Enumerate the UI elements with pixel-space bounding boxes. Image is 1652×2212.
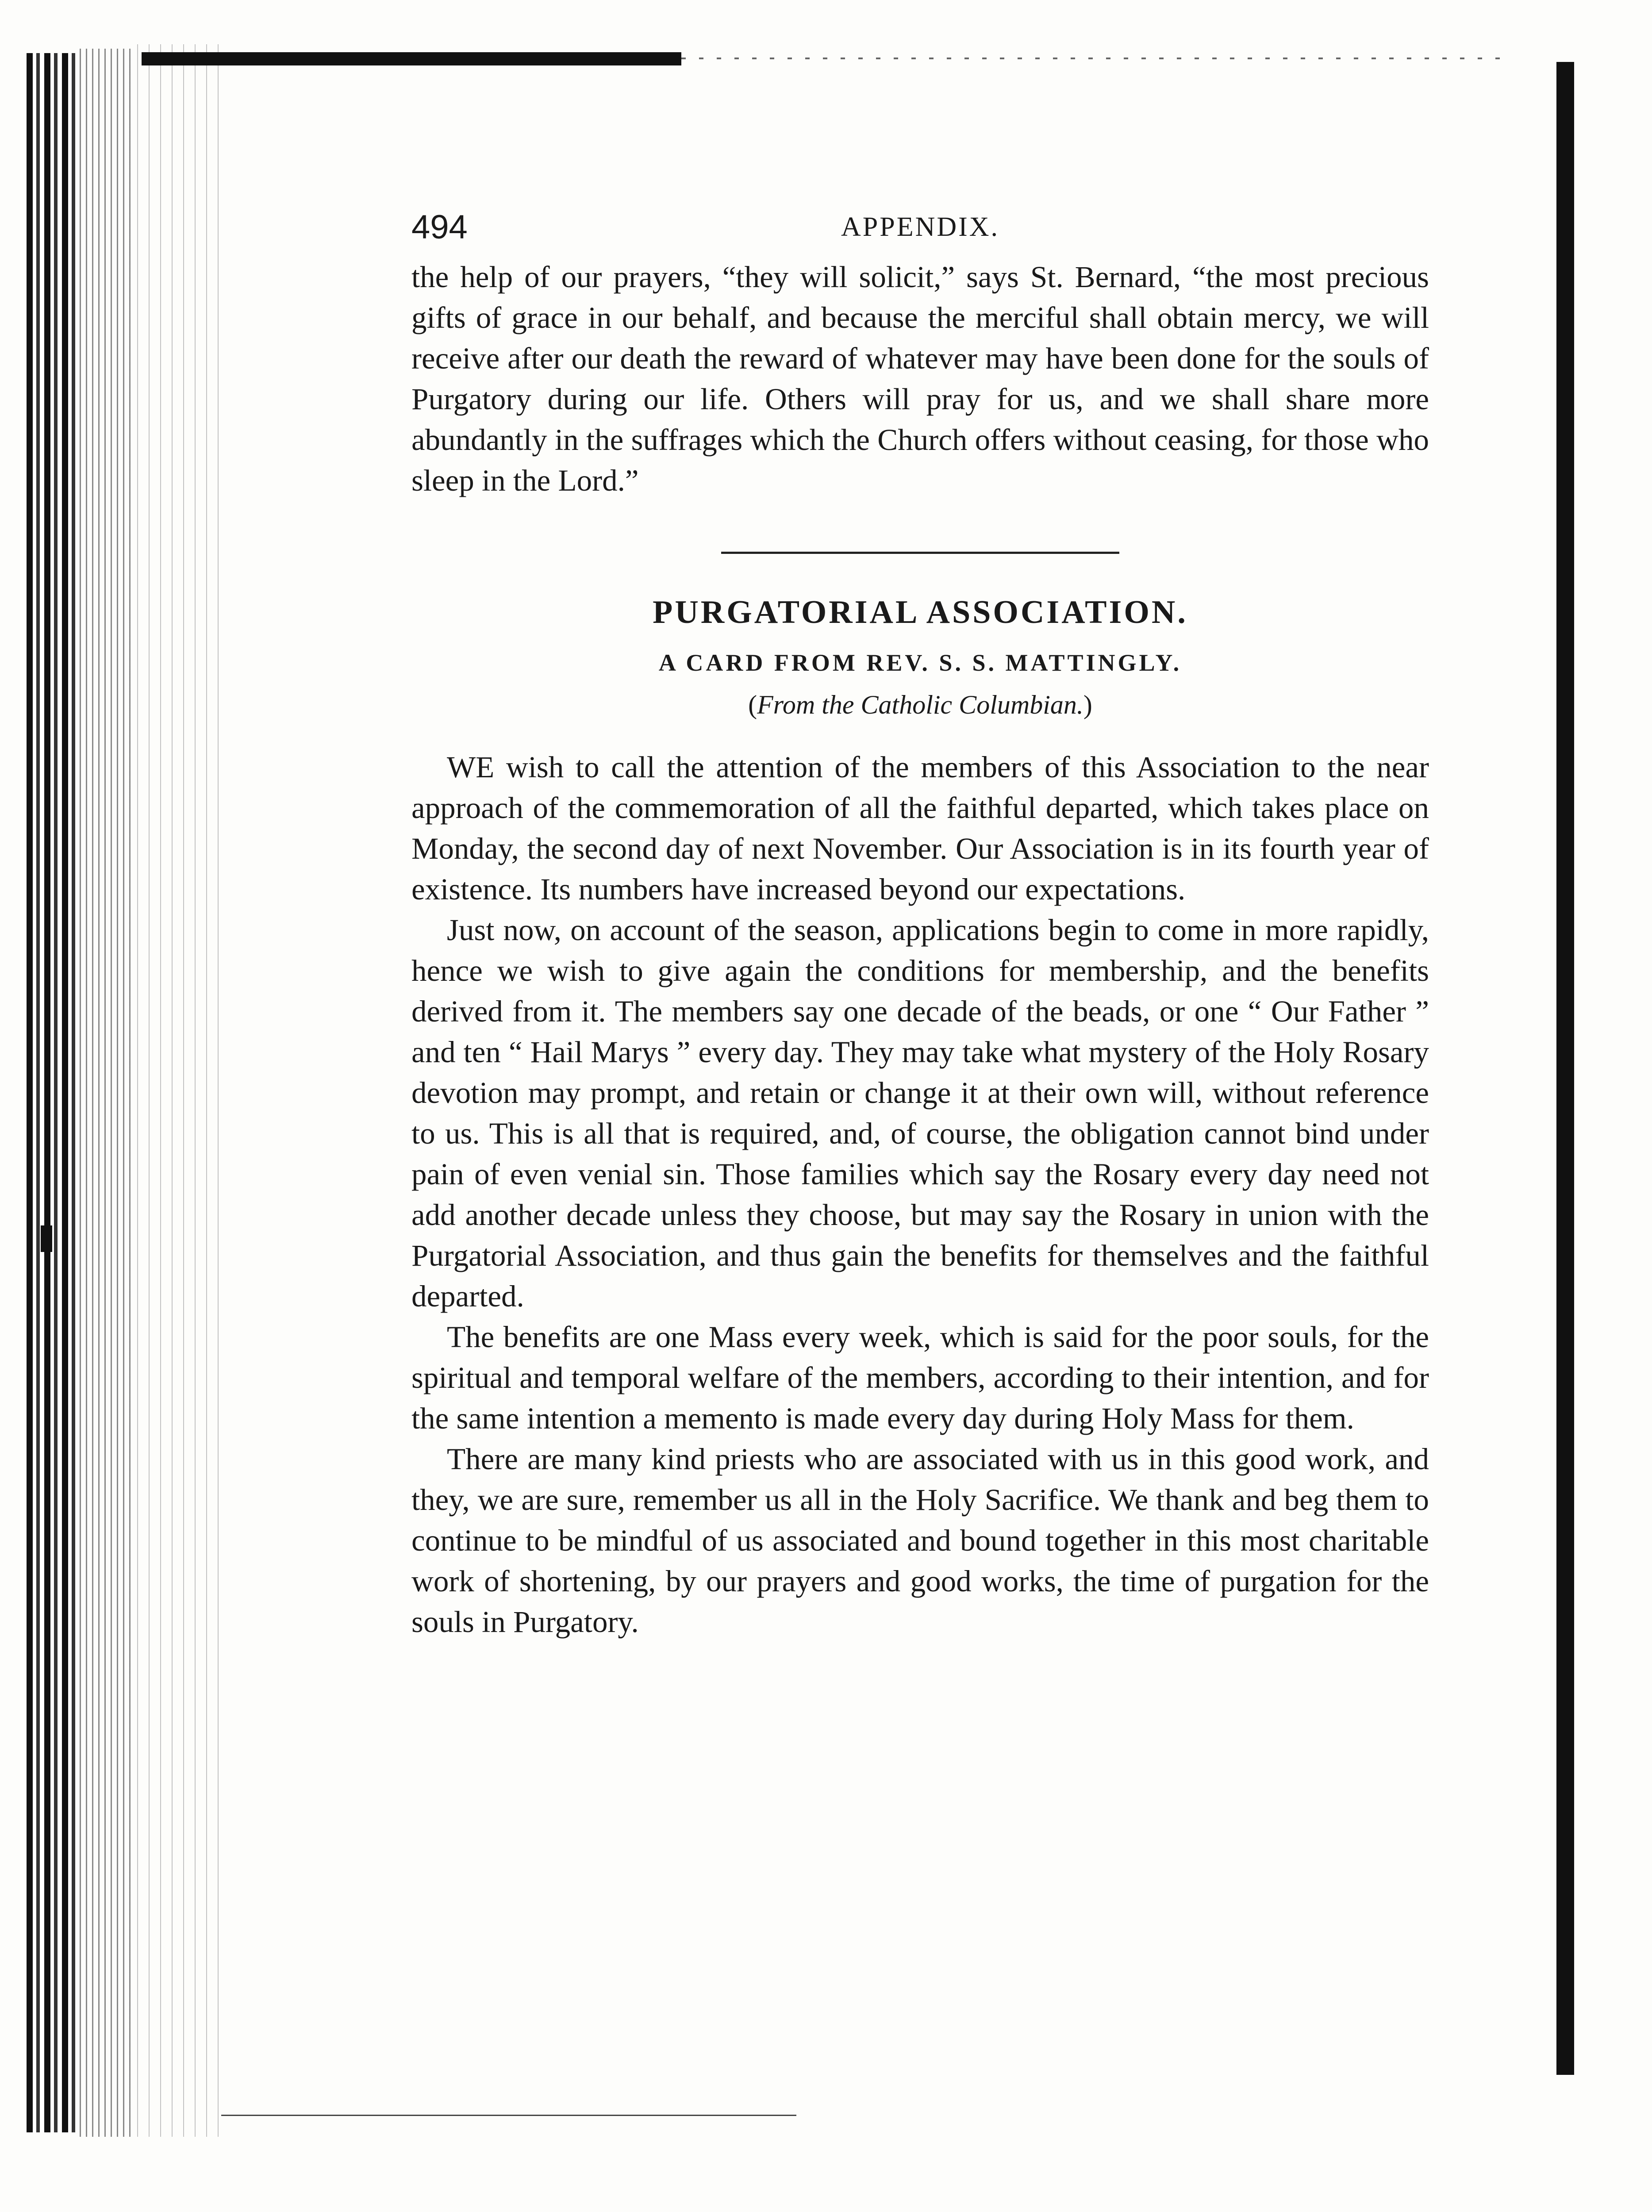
page-number: 494 [411, 208, 468, 246]
binding-marker [41, 1225, 52, 1252]
top-scan-edge [142, 52, 681, 65]
section-divider [721, 552, 1119, 554]
body-paragraph: There are many kind priests who are associated with us in this good work, and they, we are sure, remember us all in the Holy Sacrifice. We thank and beg them to continue to be mindful of us associated and bound together in this most charitable work of shortening, by our prayers and good works, the time of purgation for the souls in Purgatory. [411, 1442, 1429, 1639]
section-subheading: A CARD FROM REV. S. S. MATTINGLY. [658, 649, 1182, 676]
page-content [411, 208, 1429, 1642]
source-open-paren: ( [748, 690, 757, 719]
source-citation: From the Catholic Columbian. [757, 690, 1083, 719]
body-paragraph: WE wish to call the attention of the members of this Association to the near approach of the commemoration of all the faithful departed, which takes place on Monday, the second day of next November. Our Association is in its fourth year of existence. Its numbers have increased beyond our expectations. [411, 750, 1429, 906]
source-close-paren: ) [1083, 690, 1092, 719]
body-paragraph: Just now, on account of the season, applications begin to come in more rapidly, hence we wish to give again the conditions for membership, and the benefits derived from it. The members say one decade of the beads, or one “ Our Father ” and ten “ Hail Marys ” every day. They may take what mystery of the Holy Rosary devotion may prompt, and retain or change it at their own will, without reference to us. This is all that is required, and, of course, the obligation cannot bind under pain of even venial sin. Those families which say the Rosary every day need not add another decade unless they choose, but may say the Rosary in union with the Purgatorial Association, and thus gain the benefits for themselves and the faithful departed. [411, 913, 1429, 1313]
bottom-page-edge [221, 2115, 796, 2116]
running-title: APPENDIX. [841, 212, 1000, 242]
right-scan-edge [1556, 62, 1574, 2075]
source-line [411, 690, 1429, 720]
running-head [411, 208, 1429, 257]
intro-paragraph: the help of our prayers, “they will solicit,” says St. Bernard, “the most precious gifts of grace in our behalf, and because the merciful shall obtain mercy, we will receive after our death the reward of whatever may have been done for the souls of Purgatory during our life. Others will pray for us, and we shall share more abundantly in the suffrages which the Church offers without ceasing, for those who sleep in the Lord.” [411, 260, 1429, 497]
book-page-stack-shadow [137, 44, 221, 2137]
body-paragraph: The benefits are one Mass every week, which is said for the poor souls, for the spiritual and temporal welfare of the members, according to their intention, and for the same intention a memento is made every day during Holy Mass for them. [411, 1320, 1429, 1435]
book-binding-edge [27, 53, 75, 2132]
book-page-stack-edge [80, 49, 133, 2137]
top-scan-edge-thin [681, 58, 1504, 59]
section-heading: PURGATORIAL ASSOCIATION. [653, 594, 1188, 630]
